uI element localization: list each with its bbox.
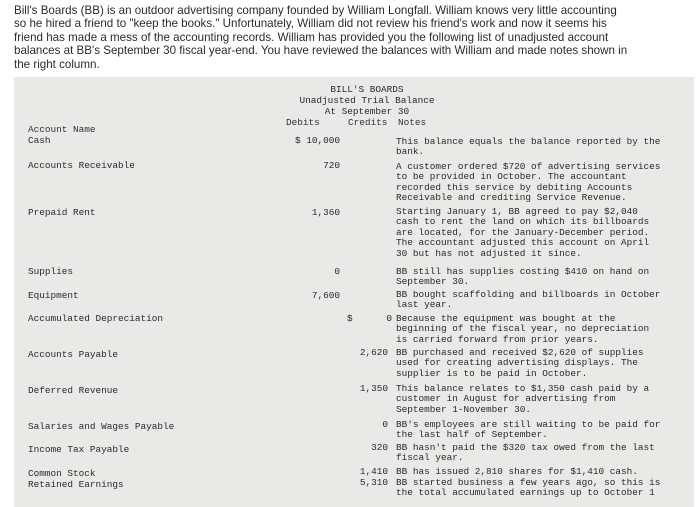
note-accounts-payable xyxy=(396,348,688,379)
note-accumulated-depreciation xyxy=(396,314,688,345)
note-line: BB has issued 2,810 shares for $1,410 cash. xyxy=(396,466,638,477)
note-line: cash to rent the land on which its billboards xyxy=(396,216,650,228)
account-common-stock: Common Stock xyxy=(28,468,96,479)
credit-retained-earnings: 5,310 xyxy=(359,477,388,488)
account-deferred-revenue: Deferred Revenue xyxy=(28,385,119,396)
note-line: beginning of the fiscal year, no depreciation xyxy=(396,323,650,335)
note-line: BB started business a few years ago, so this is xyxy=(396,477,661,488)
intro-line: friend has made a mess of the accounting records. William has provided you the following list of unadjusted account xyxy=(14,30,609,44)
intro-line: the right column. xyxy=(14,57,100,71)
intro-line: balances at BB's September 30 fiscal year-end. You have reviewed the balances with William and made notes shown in xyxy=(14,44,628,58)
note-line: BB's employees are still waiting to be paid for xyxy=(396,419,661,430)
intro-line: Bill's Boards (BB) is an outdoor advertising company founded by William Longfall. William knows very little accounting xyxy=(14,4,617,17)
note-salaries-wages-payable xyxy=(396,420,688,441)
trial-balance-image xyxy=(14,77,694,507)
note-line: BB purchased and received $2,620 of supplies xyxy=(396,347,644,358)
account-retained-earnings: Retained Earnings xyxy=(28,479,124,490)
note-line: bank. xyxy=(396,146,425,158)
account-income-tax-payable: Income Tax Payable xyxy=(28,444,130,455)
credit-accounts-payable: 2,620 xyxy=(359,347,388,358)
note-supplies xyxy=(396,267,688,288)
credit-common-stock: 1,410 xyxy=(359,466,388,477)
account-salaries-wages-payable: Salaries and Wages Payable xyxy=(28,421,175,432)
account-equipment: Equipment xyxy=(28,290,79,301)
note-line: BB bought scaffolding and billboards in October xyxy=(396,289,661,300)
note-line: supplier is to be paid in October. xyxy=(396,367,588,379)
note-line: This balance relates to $1,350 cash paid by a xyxy=(396,383,650,394)
header-debits: Debits xyxy=(286,117,320,128)
statement-title: Unadjusted Trial Balance xyxy=(299,95,435,106)
note-line: the total accumulated earnings up to October 1 xyxy=(396,487,655,499)
company-name: BILL'S BOARDS xyxy=(330,84,404,95)
credit-salaries-wages-payable: 0 xyxy=(382,419,388,430)
account-accumulated-depreciation: Accumulated Depreciation xyxy=(28,313,164,324)
debit-cash: $ 10,000 xyxy=(294,135,340,146)
header-notes: Notes xyxy=(398,117,427,128)
note-line: 30 but has not adjusted it since. xyxy=(396,247,582,259)
debit-prepaid-rent: 1,360 xyxy=(311,207,340,218)
note-common-stock xyxy=(396,467,688,477)
note-deferred-revenue xyxy=(396,384,688,415)
note-line: fiscal year. xyxy=(396,452,464,464)
note-equipment xyxy=(396,290,688,311)
note-income-tax-payable xyxy=(396,443,688,464)
credit-income-tax-payable: 320 xyxy=(371,442,388,453)
note-line: September 1-November 30. xyxy=(396,403,532,415)
account-accounts-receivable: Accounts Receivable xyxy=(28,160,135,171)
note-line: Receivable and crediting Service Revenue. xyxy=(396,192,627,204)
note-line: the last half of September. xyxy=(396,429,548,441)
note-line: A customer ordered $720 of advertising services xyxy=(396,161,661,172)
statement-date: At September 30 xyxy=(324,106,410,117)
note-line: This balance equals the balance reported by the xyxy=(396,136,661,147)
note-line: September 30. xyxy=(396,276,470,288)
note-line: is carried forward from prior years. xyxy=(396,333,599,345)
note-line: used for creating advertising displays. The xyxy=(396,357,638,369)
note-accounts-receivable xyxy=(396,162,688,204)
note-prepaid-rent xyxy=(396,207,688,259)
note-line: BB still has supplies costing $410 on hand on xyxy=(396,266,650,277)
account-cash: Cash xyxy=(28,135,51,146)
credit-accumulated-depreciation: $ 0 xyxy=(346,313,392,324)
header-credits: Credits xyxy=(348,117,388,128)
note-line: The accountant adjusted this account on April xyxy=(396,237,650,249)
debit-equipment: 7,600 xyxy=(311,290,340,301)
note-line: Starting January 1, BB agreed to pay $2,040 xyxy=(396,206,638,217)
account-prepaid-rent: Prepaid Rent xyxy=(28,207,96,218)
note-line: BB hasn't paid the $320 tax owed from the last xyxy=(396,442,655,453)
debit-supplies: 0 xyxy=(334,266,340,277)
account-accounts-payable: Accounts Payable xyxy=(28,349,119,360)
account-supplies: Supplies xyxy=(28,266,74,277)
debit-accounts-receivable: 720 xyxy=(323,160,340,171)
note-line: to be provided in October. The accountant xyxy=(396,171,627,183)
problem-intro xyxy=(14,4,686,71)
intro-line: so he hired a friend to "keep the books." Unfortunately, William did not review his friend's work and now it seems his xyxy=(14,17,607,31)
note-retained-earnings xyxy=(396,478,688,499)
note-line: last year. xyxy=(396,299,453,311)
note-line: customer in August for advertising from xyxy=(396,393,616,405)
note-line: are located, for the January-December period. xyxy=(396,226,650,238)
note-cash xyxy=(396,137,688,158)
credit-deferred-revenue: 1,350 xyxy=(359,383,388,394)
header-account-name: Account Name xyxy=(28,124,96,135)
note-line: Because the equipment was bought at the xyxy=(396,313,616,324)
note-line: recorded this service by debiting Accounts xyxy=(396,181,633,193)
